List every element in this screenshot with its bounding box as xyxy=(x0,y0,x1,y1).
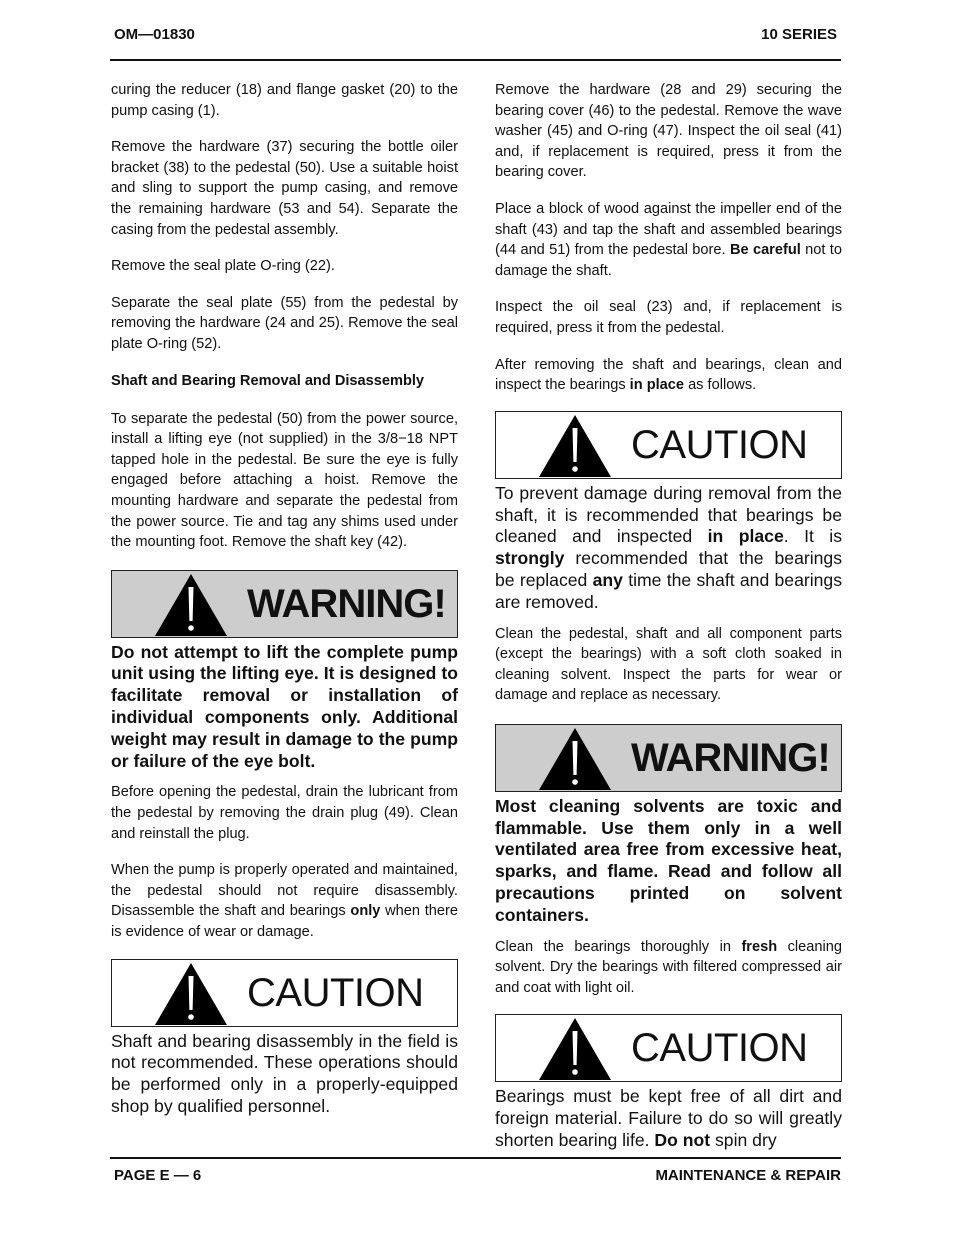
paragraph: Clean the pedestal, shaft and all component parts (except the bearings) with a soft cloth soaked in cleaning solvent. Inspect the parts for wear or damage and replace as necessary. xyxy=(495,625,842,704)
caution-text: Shaft and bearing disassembly in the field is not recommended. These operations should be performed only in a properly-equipped shop by qualified personnel. xyxy=(111,1030,458,1117)
caution-text: Bearings must be kept free of all dirt and foreign material. Failure to do so will greatly shorten bearing life. Do not spin dry xyxy=(495,1086,842,1151)
caution-box xyxy=(111,959,458,1027)
caution-box xyxy=(495,1014,842,1082)
warning-text: Most cleaning solvents are toxic and flammable. Use them only in a well ventilated area free from excessive heat, sparks, and flame. Read and follow all precautions printed on solvent containers. xyxy=(495,795,842,925)
paragraph: Before opening the pedestal, drain the lubricant from the pedestal by removing the drain plug (49). Clean and reinstall the plug. xyxy=(111,784,458,842)
paragraph: Place a block of wood against the impeller end of the shaft (43) and tap the shaft and assembled bearings (44 and 51) from the pedestal bore. Be careful not to damage the shaft. xyxy=(495,200,842,279)
section-title: MAINTENANCE & REPAIR xyxy=(655,1167,841,1184)
page-number: PAGE E — 6 xyxy=(114,1167,202,1184)
caution-label: CAUTION xyxy=(247,970,424,1015)
caution-triangle-icon xyxy=(538,414,612,478)
paragraph: After removing the shaft and bearings, clean and inspect the bearings in place as follows. xyxy=(495,356,842,394)
caution-label: CAUTION xyxy=(631,422,808,467)
caution-text: To prevent damage during removal from the shaft, it is recommended that bearings be cleaned and inspected in place. It is strongly recommended that the bearings be replaced any time the shaft and bearings are removed. xyxy=(495,482,843,612)
paragraph: When the pump is properly operated and maintained, the pedestal should not require disassembly. Disassemble the shaft and bearings only when there is evidence of wear or damage. xyxy=(111,862,458,941)
doc-number: OM—01830 xyxy=(114,26,195,43)
paragraph: Separate the seal plate (55) from the pedestal by removing the hardware (24 and 25). Remove the seal plate O-ring (52). xyxy=(111,294,458,352)
warning-triangle-icon xyxy=(154,573,228,637)
paragraph: curing the reducer (18) and flange gasket (20) to the pump casing (1). xyxy=(111,82,458,119)
paragraph: Inspect the oil seal (23) and, if replacement is required, press it from the pedestal. xyxy=(495,299,842,336)
caution-triangle-icon xyxy=(538,1017,612,1081)
left-column xyxy=(111,80,458,1130)
caution-box xyxy=(495,411,842,479)
section-heading: Shaft and Bearing Removal and Disassembly xyxy=(111,372,425,389)
paragraph: To separate the pedestal (50) from the power source, install a lifting eye (not supplied) in the 3/8−18 NPT tapped hole in the pedestal. Be sure the eye is fully engaged before attaching a hoist. Remove the mounting hardware and separate the pedestal from the power source. Tie and tag any shims used under the mounting foot. Remove the shaft key (42). xyxy=(111,410,458,551)
series-title: 10 SERIES xyxy=(761,26,837,43)
warning-triangle-icon xyxy=(538,727,612,791)
paragraph: Remove the seal plate O-ring (22). xyxy=(111,258,335,275)
header-rule xyxy=(110,59,841,61)
warning-box xyxy=(111,570,458,638)
warning-box xyxy=(495,724,842,792)
warning-label: WARNING! xyxy=(631,735,830,780)
warning-text: Do not attempt to lift the complete pump unit using the lifting eye. It is designed to facilitate removal or installation of individual components only. Additional weight may result in damage to the pump or failure of the eye bolt. xyxy=(111,641,458,771)
right-column xyxy=(495,80,842,1164)
paragraph: Remove the hardware (28 and 29) securing the bearing cover (46) to the pedestal. Remove the wave washer (45) and O-ring (47). Inspect the oil seal (41) and, if replacement is required, press it from the bearing cover. xyxy=(495,82,842,181)
caution-triangle-icon xyxy=(154,962,228,1026)
paragraph: Clean the bearings thoroughly in fresh cleaning solvent. Dry the bearings with filtered compressed air and coat with light oil. xyxy=(495,938,842,996)
footer-rule xyxy=(110,1157,841,1159)
warning-label: WARNING! xyxy=(247,581,446,626)
paragraph: Remove the hardware (37) securing the bottle oiler bracket (38) to the pedestal (50). Use a suitable hoist and sling to support the pump casing, and remove the remaining hardware (53 and 54). Separate the casing from the pedestal assembly. xyxy=(111,139,458,238)
caution-label: CAUTION xyxy=(631,1026,808,1071)
